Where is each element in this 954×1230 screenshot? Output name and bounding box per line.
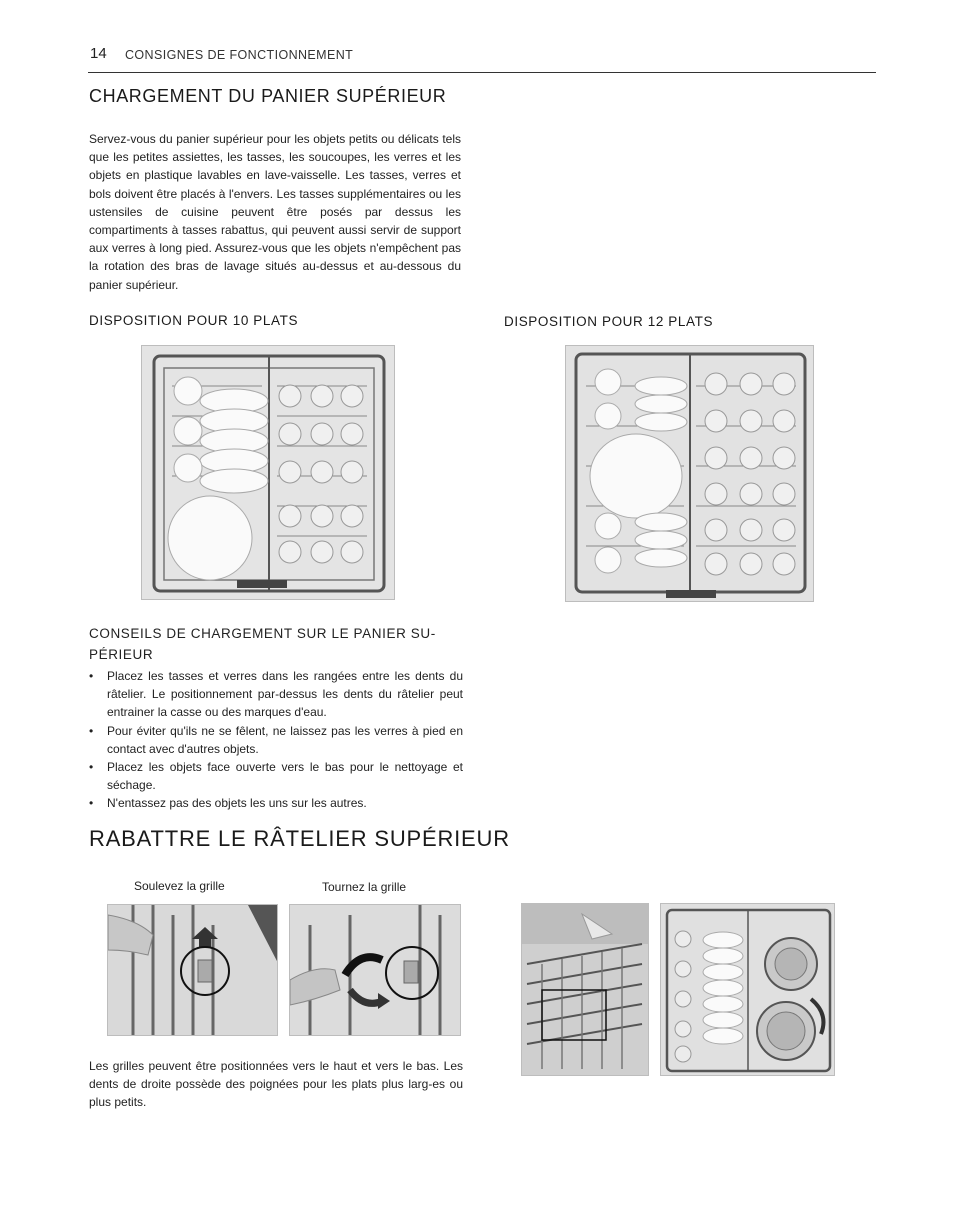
tip-item: • Placez les objets face ouverte vers le bas pour le nettoyage et séchage.	[89, 758, 463, 794]
folded-rack-pots-photo	[660, 903, 835, 1076]
section-title-loading: CHARGEMENT DU PANIER SUPÉRIEUR	[89, 86, 447, 106]
layout-12-photo	[565, 345, 814, 602]
fold-paragraph: Les grilles peuvent être positionnées vers le haut et vers le bas. Les dents de droite possède des poignées pour les plats plus larg-es ou plus petits.	[89, 1059, 463, 1110]
tips-list	[89, 667, 463, 813]
caption-lift: Soulevez la grille	[134, 879, 225, 893]
folded-rack-side-photo	[521, 903, 649, 1076]
caption-turn: Tournez la grille	[322, 880, 407, 894]
tip-item: • Pour éviter qu'ils ne se fêlent, ne laissez pas les verres à pied en contact avec d'autres objets.	[89, 722, 463, 758]
tips-title: CONSEILS DE CHARGEMENT SUR LE PANIER SU-PÉRIEUR	[89, 626, 436, 662]
lift-rack-photo	[107, 904, 278, 1036]
loading-paragraph: Servez-vous du panier supérieur pour les objets petits ou délicats tels que les petites assiettes, les tasses, les soucoupes, les verres et les objets en plastique lavables en lave-vaisselle. Les tasses, verres et bols doivent être placés à l'envers. Les tasses supplémentaires ou les ustensiles de cuisine peuvent être posés par dessus les compartiments à tasses rabattus, qui peuvent aussi servir de support aux verres à long pied. Assurez-vous que les objets n'empêchent pas la rotation des bras de lavage situés au-dessus et au-dessous du panier supérieur.	[89, 132, 461, 292]
layout-10-photo	[141, 345, 395, 600]
tip-item: • N'entassez pas des objets les uns sur les autres.	[89, 794, 463, 812]
section-name: CONSIGNES DE FONCTIONNEMENT	[125, 48, 354, 62]
section-title-fold: RABATTRE LE RÂTELIER SUPÉRIEUR	[89, 826, 510, 851]
tip-item: • Placez les tasses et verres dans les rangées entre les dents du râtelier. Le positionnement par-dessus les dents du râtelier peut entrainer la casse ou des marques d'eau.	[89, 667, 463, 722]
layout-10-title: DISPOSITION POUR 10 PLATS	[89, 313, 299, 328]
layout-12-title: DISPOSITION POUR 12 PLATS	[504, 314, 714, 329]
header-rule	[88, 72, 876, 73]
turn-rack-photo	[289, 904, 461, 1036]
page-number: 14	[90, 45, 107, 62]
